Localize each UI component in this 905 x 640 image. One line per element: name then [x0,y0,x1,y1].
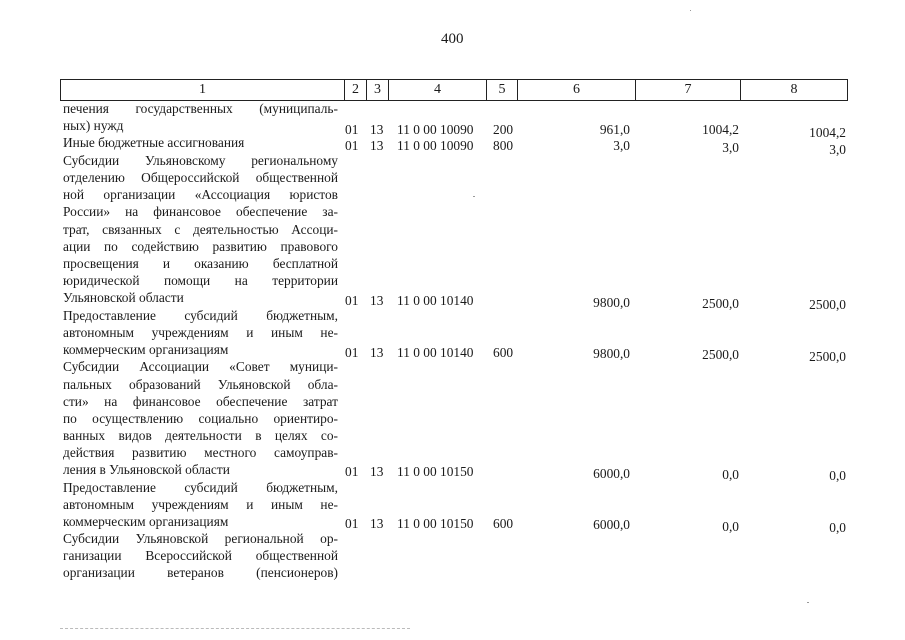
scan-speck [690,10,691,11]
cell-amount-6: 6000,0 [593,517,630,532]
cell-subsection: 13 [370,464,384,479]
text-line: сти» на финансовое обеспечение затрат [63,394,338,409]
column-header-4: 4 [389,80,487,101]
text-line: организации ветеранов (пенсионеров) [63,565,338,580]
text-line: Ульяновской области [63,290,184,305]
cell-amount-6: 9800,0 [593,346,630,361]
cell-amount-6: 6000,0 [593,466,630,481]
cell-amount-6: 3,0 [613,138,630,153]
cell-section: 01 [345,516,359,531]
cell-target-code: 11 0 00 10090 [397,138,474,153]
text-line: ганизации Всероссийской общественной [63,548,338,563]
cell-section: 01 [345,138,359,153]
column-header-7: 7 [636,80,741,101]
text-line: действия развитию местного самоуправ- [63,445,338,460]
text-line: Предоставление субсидий бюджетным, [63,480,338,495]
text-line: автономным учреждениям и иным не- [63,497,338,512]
text-line: трат, связанных с деятельностью Ассоци- [63,222,338,237]
cell-amount-8: 1004,2 [809,125,846,140]
cell-subsection: 13 [370,345,384,360]
column-header-2: 2 [345,80,367,101]
column-header-3: 3 [367,80,389,101]
cell-section: 01 [345,345,359,360]
cell-target-code: 11 0 00 10140 [397,345,474,360]
cell-amount-8: 0,0 [829,468,846,483]
cell-expense-type: 600 [493,516,514,531]
cell-subsection: 13 [370,516,384,531]
text-line: печения государственных (муниципаль- [63,101,338,116]
cell-subsection: 13 [370,122,384,137]
text-line: Субсидии Ассоциации «Совет муници- [63,359,338,374]
cell-amount-8: 0,0 [829,520,846,535]
cell-amount-8: 3,0 [829,142,846,157]
cell-amount-6: 961,0 [599,122,630,137]
cell-amount-8: 2500,0 [809,297,846,312]
cell-amount-8: 2500,0 [809,349,846,364]
text-line: Субсидии Ульяновской региональной ор- [63,531,338,546]
text-line: юридической помощи на территории [63,273,338,288]
cell-amount-7: 2500,0 [702,347,739,362]
text-line: коммерческим организациям [63,342,229,357]
cell-amount-7: 2500,0 [702,296,739,311]
column-header-5: 5 [487,80,518,101]
cell-expense-type: 600 [493,345,514,360]
scan-speck [473,196,475,197]
cell-subsection: 13 [370,138,384,153]
text-line: Иные бюджетные ассигнования [63,135,245,150]
scan-edge-line [60,628,410,630]
cell-section: 01 [345,122,359,137]
cell-amount-7: 0,0 [722,519,739,534]
cell-expense-type: 200 [493,122,514,137]
cell-section: 01 [345,293,359,308]
text-line: ванных видов деятельности в целях со- [63,428,338,443]
text-line: ных) нужд [63,118,124,133]
text-line: Субсидии Ульяновскому региональному [63,153,338,168]
cell-amount-7: 0,0 [722,467,739,482]
cell-amount-7: 3,0 [722,140,739,155]
text-line: по осуществлению социально ориентиро- [63,411,338,426]
column-header-6: 6 [518,80,636,101]
cell-subsection: 13 [370,293,384,308]
cell-target-code: 11 0 00 10090 [397,122,474,137]
text-line: России» на финансовое обеспечение за- [63,204,338,219]
cell-target-code: 11 0 00 10150 [397,464,474,479]
cell-target-code: 11 0 00 10140 [397,293,474,308]
text-line: пальных образований Ульяновской обла- [63,377,338,392]
column-header-8: 8 [741,80,848,101]
cell-section: 01 [345,464,359,479]
cell-amount-7: 1004,2 [702,122,739,137]
cell-target-code: 11 0 00 10150 [397,516,474,531]
text-line: коммерческим организациям [63,514,229,529]
text-line: ации по содействию развитию правового [63,239,338,254]
scan-speck [807,602,809,603]
cell-amount-6: 9800,0 [593,295,630,310]
text-line: ления в Ульяновской области [63,462,230,477]
text-line: автономным учреждениям и иным не- [63,325,338,340]
text-line: Предоставление субсидий бюджетным, [63,308,338,323]
column-header-1: 1 [61,80,345,101]
text-line: отделению Общероссийской общественной [63,170,338,185]
cell-expense-type: 800 [493,138,514,153]
text-line: ной организации «Ассоциация юристов [63,187,338,202]
text-line: просвещения и оказанию бесплатной [63,256,338,271]
page-number: 400 [441,31,464,47]
